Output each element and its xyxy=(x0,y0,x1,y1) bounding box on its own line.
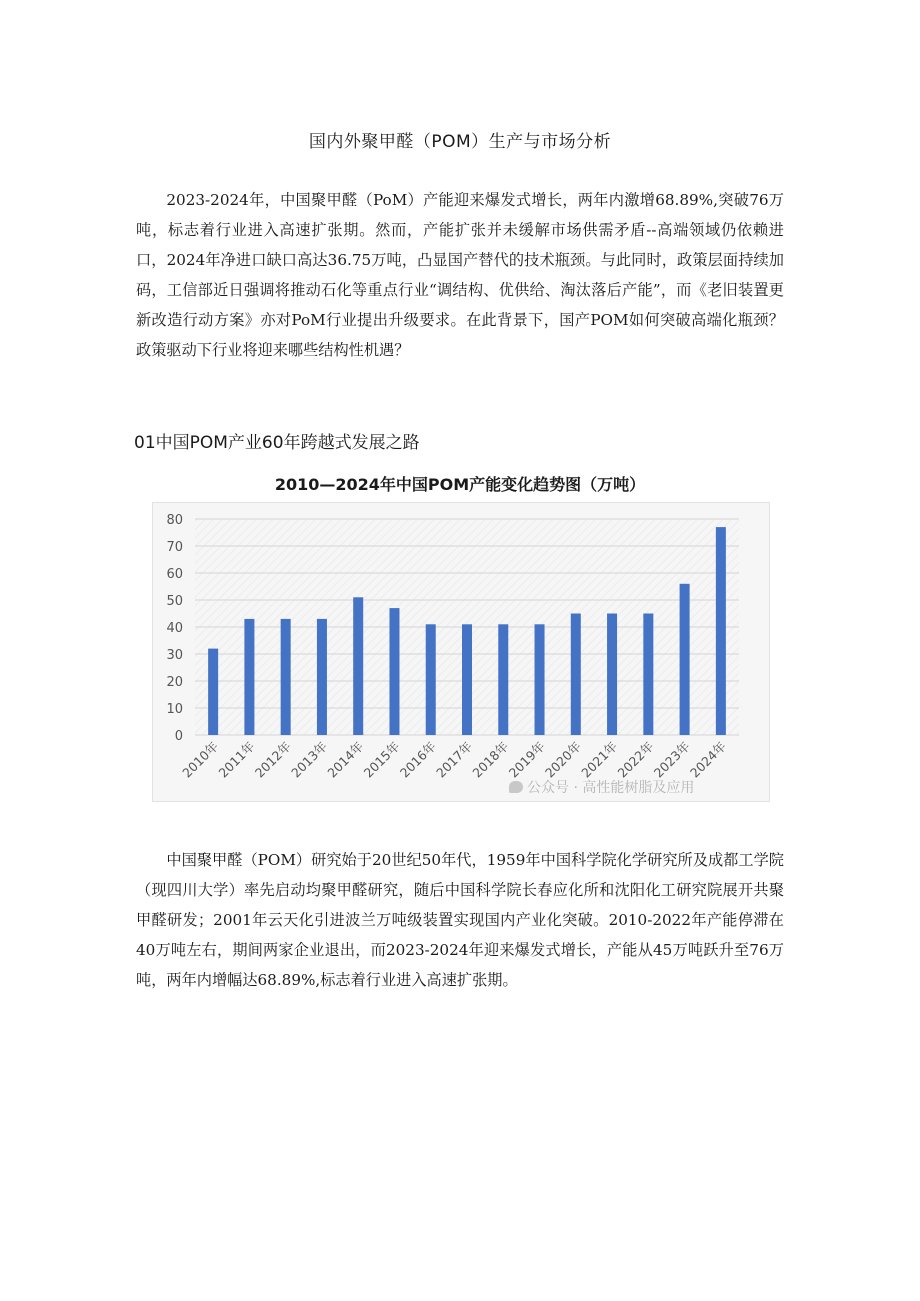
x-tick-label: 2021年 xyxy=(578,738,621,781)
x-tick-label: 2017年 xyxy=(433,738,476,781)
bar-2016年 xyxy=(426,624,436,735)
chart-frame xyxy=(152,502,770,802)
section-heading: 01中国POM产业60年跨越式发展之路 xyxy=(134,433,420,453)
bar-2012年 xyxy=(281,619,291,735)
wechat-icon xyxy=(509,781,523,793)
bar-2019年 xyxy=(535,624,545,735)
x-tick-label: 2012年 xyxy=(251,738,294,781)
x-tick-label: 2018年 xyxy=(469,738,512,781)
x-tick-label: 2010年 xyxy=(179,738,222,781)
bar-2020年 xyxy=(571,614,581,736)
bar-2010年 xyxy=(208,649,218,735)
y-tick-label: 0 xyxy=(174,729,183,744)
bar-2024年 xyxy=(716,527,726,735)
y-tick-label: 20 xyxy=(166,675,183,690)
x-tick-label: 2015年 xyxy=(360,738,403,781)
bar-2014年 xyxy=(353,597,363,735)
x-tick-label: 2016年 xyxy=(396,738,439,781)
bar-2022年 xyxy=(643,614,653,736)
y-tick-label: 30 xyxy=(166,648,183,663)
bar-2011年 xyxy=(244,619,254,735)
y-tick-label: 10 xyxy=(166,702,183,717)
bar-2013年 xyxy=(317,619,327,735)
x-tick-label: 2014年 xyxy=(324,738,367,781)
y-tick-label: 80 xyxy=(166,513,183,528)
y-tick-label: 70 xyxy=(166,540,183,555)
page-title: 国内外聚甲醛（POM）生产与市场分析 xyxy=(308,132,612,152)
bar-2018年 xyxy=(498,624,508,735)
history-paragraph: 中国聚甲醛（POM）研究始于20世纪50年代，1959年中国科学院化学研究所及成都工学院（现四川大学）率先启动均聚甲醛研究，随后中国科学院长春应化所和沈阳化工研究院展开共聚甲醛研发；2001年云天化引进波兰万吨级装置实现国内产业化突破。2010-2022年产能停滞在40万吨左右，期间两家企业退出，而2023-2024年迎来爆发式增长，产能从45万吨跃升至76万吨，两年内增幅达68.89%,标志着行业进入高速扩张期。 xyxy=(136,851,784,989)
y-tick-label: 60 xyxy=(166,567,183,582)
bar-2015年 xyxy=(389,608,399,735)
x-tick-label: 2023年 xyxy=(650,738,693,781)
watermark-text: 公众号 · 高性能树脂及应用 xyxy=(527,780,695,796)
x-tick-label: 2013年 xyxy=(288,738,331,781)
bar-2017年 xyxy=(462,624,472,735)
x-tick-label: 2011年 xyxy=(215,738,258,781)
y-tick-label: 40 xyxy=(166,621,183,636)
y-tick-label: 50 xyxy=(166,594,183,609)
x-tick-label: 2019年 xyxy=(505,738,548,781)
intro-paragraph: 2023-2024年，中国聚甲醛（PoM）产能迎来爆发式增长，两年内激增68.89%,突破76万吨，标志着行业进入高速扩张期。然而，产能扩张并未缓解市场供需矛盾--高端领域仍依赖进口，2024年净进口缺口高达36.75万吨，凸显国产替代的技术瓶颈。与此同时，政策层面持续加码，工信部近日强调将推动石化等重点行业“调结构、优供给、淘汰落后产能”，而《老旧装置更新改造行动方案》亦对PoM行业提出升级要求。在此背景下，国产POM如何突破高端化瓶颈？政策驱动下行业将迎来哪些结构性机遇？ xyxy=(136,191,784,359)
watermark xyxy=(509,777,694,797)
bar-2021年 xyxy=(607,614,617,736)
x-tick-label: 2022年 xyxy=(614,738,657,781)
chart-title: 2010—2024年中国POM产能变化趋势图（万吨） xyxy=(274,475,646,494)
x-tick-label: 2020年 xyxy=(541,738,584,781)
bar-2023年 xyxy=(680,584,690,735)
x-tick-label: 2024年 xyxy=(687,738,729,781)
capacity-bar-chart xyxy=(153,503,769,801)
